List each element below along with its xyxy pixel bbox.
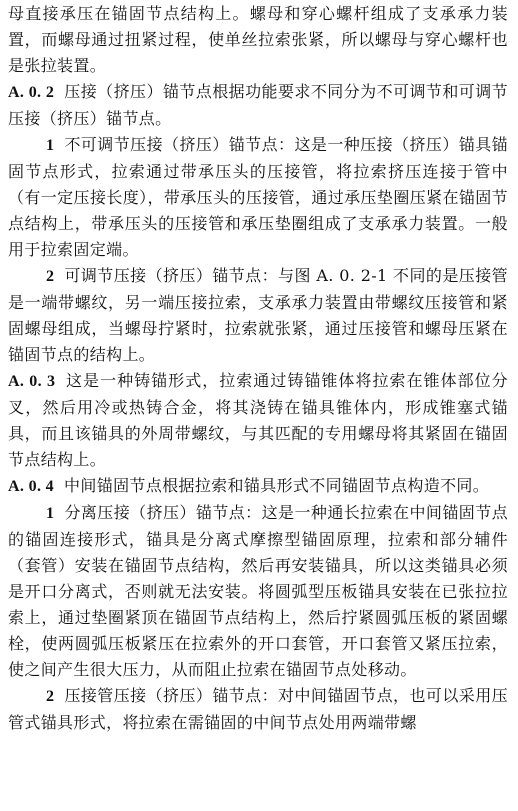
- clause-text: 压接（挤压）锚节点根据功能要求不同分为不可调节和可调节压接（挤压）锚节点。: [8, 82, 508, 128]
- item-paragraph: [8, 683, 508, 736]
- clause-text: 这是一种铸锚形式，拉索通过铸锚锥体将拉索在锥体部位分叉，然后用冷或热铸合金，将其浇铸在锚具锥体内，形成锥塞式锚具，而且该锚具的外周带螺纹，与其匹配的专用螺母将其紧固在锚固节点结构上。: [8, 371, 508, 469]
- item-paragraph: [8, 500, 508, 683]
- clause-a-0-4: [8, 473, 508, 500]
- item-number: 1: [46, 505, 55, 522]
- item-text: 压接管压接（挤压）锚节点：对中间锚固节点，也可以采用压管式锚具形式，将拉索在需锚固的中间节点处用两端带螺: [8, 686, 508, 732]
- clause-number: A. 0. 4: [8, 478, 55, 495]
- item-paragraph: [8, 132, 508, 263]
- continuation-paragraph: [8, 0, 508, 79]
- clause-number: A. 0. 3: [8, 373, 56, 390]
- clause-text: 中间锚固节点根据拉索和锚具形式不同锚固节点构造不同。: [64, 476, 490, 495]
- item-text: 不可调节压接（挤压）锚节点：这是一种压接（挤压）锚具锚固节点形式，拉索通过带承压头的压接管，将拉索挤压连接于管中（有一定压接长度），带承压头的压接管，通过承压垫圈压紧在锚固节点结构上，带承压头的压接管和承压垫圈组成了支承承力装置。一般用于拉索固定端。: [8, 135, 508, 259]
- item-text: 可调节压接（挤压）锚节点：与图 A. 0. 2-1 不同的是压接管是一端带螺纹，另一端压接拉索，支承承力装置由带螺纹压接管和紧固螺母组成，当螺母拧紧时，拉索就张紧，通过压接管和螺母压紧在锚固节点的结构上。: [8, 266, 508, 364]
- item-paragraph: [8, 263, 508, 368]
- item-text: 分离压接（挤压）锚节点：这是一种通长拉索在中间锚固节点的锚固连接形式，锚具是分离式摩擦型锚固原理，拉索和部分辅件（套管）安装在锚固节点结构，然后再安装锚具，所以这类锚具必须是开口分离式，否则就无法安装。将圆弧型压板锚具安装在已张拉拉索上，通过垫圈紧顶在锚固节点结构上，然后拧紧圆弧压板的紧固螺栓，使两圆弧压板紧压在拉索外的开口套管，开口套管又紧压拉索，使之间产生很大压力，从而阻止拉索在锚固节点处移动。: [8, 503, 508, 679]
- paragraph-text: 母直接承压在锚固节点结构上。螺母和穿心螺杆组成了支承承力装置，而螺母通过扭紧过程，使单丝拉索张紧，所以螺母与穿心螺杆也是张拉装置。: [8, 4, 508, 75]
- item-number: 1: [46, 137, 55, 154]
- item-number: 2: [46, 688, 55, 705]
- clause-a-0-3: [8, 368, 508, 473]
- item-number: 2: [46, 268, 55, 285]
- clause-a-0-2: [8, 79, 508, 132]
- clause-number: A. 0. 2: [8, 84, 55, 101]
